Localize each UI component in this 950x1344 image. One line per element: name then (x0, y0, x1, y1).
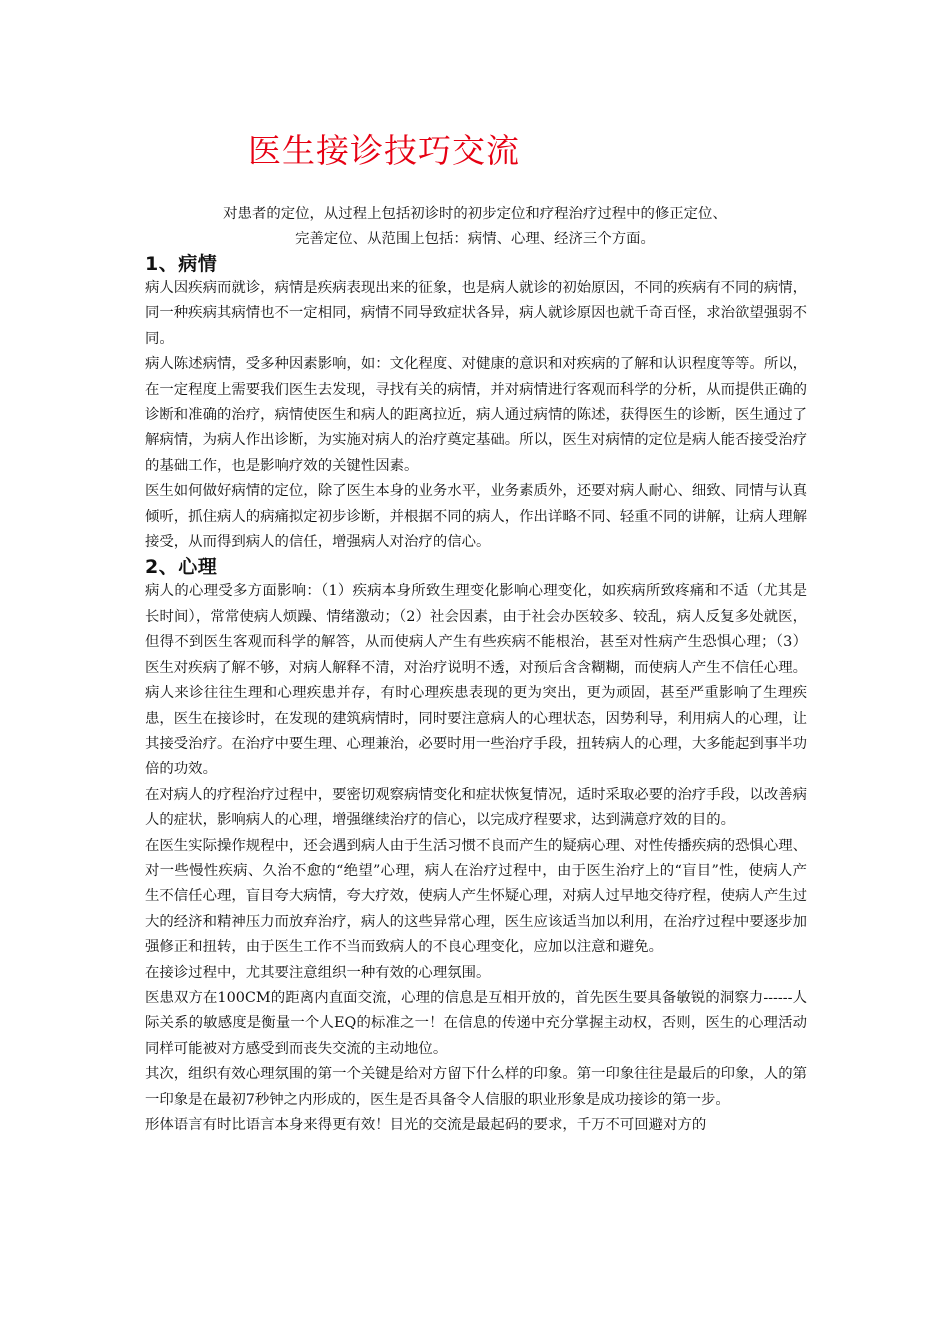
paragraph: 医患双方在100CM的距离内直面交流，心理的信息是互相开放的，首先医生要具备敏锐的洞察力------人际关系的敏感度是衡量一个人EQ的标准之一！在信息的传递中充分掌握主动权，否则，医生的心理活动同样可能被对方感受到而丧失交流的主动地位。 (145, 989, 807, 1057)
document-body (145, 252, 807, 1138)
paragraph: 医生如何做好病情的定位，除了医生本身的业务水平，业务素质外，还要对病人耐心、细致、同情与认真倾听，抓住病人的病痛拟定初步诊断，并根据不同的病人，作出详略不同、轻重不同的讲解，让病人理解接受，从而得到病人的信任，增强病人对治疗的信心。 (145, 483, 807, 551)
paragraph: 其次，组织有效心理氛围的第一个关键是给对方留下什么样的印象。第一印象往往是最后的印象，人的第一印象是在最初7秒钟之内形成的，医生是否具备令人信服的职业形象是成功接诊的第一步。 (145, 1066, 807, 1108)
section-heading-condition: 1、病情 (145, 253, 218, 275)
paragraph: 病人来诊往往生理和心理疾患并存，有时心理疾患表现的更为突出，更为顽固，甚至严重影响了生理疾患，医生在接诊时，在发现的建筑病情时，同时要注意病人的心理状态，因势利导，利用病人的心理，让其接受治疗。在治疗中要生理、心理兼治，必要时用一些治疗手段，扭转病人的心理，大多能起到事半功倍的功效。 (145, 685, 807, 778)
paragraph: 病人的心理受多方面影响：（1）疾病本身所致生理变化影响心理变化，如疾病所致疼痛和不适（尤其是长时间），常常使病人烦躁、情绪激动；（2）社会因素，由于社会办医较多、较乱，病人反复多处就医，但得不到医生客观而科学的解答，从而使病人产生有些疾病不能根治，甚至对性病产生恐惧心理；（3）医生对疾病了解不够，对病人解释不清，对治疗说明不透，对预后含含糊糊，而使病人产生不信任心理。 (145, 583, 807, 676)
paragraph: 在对病人的疗程治疗过程中，要密切观察病情变化和症状恢复情况，适时采取必要的治疗手段，以改善病人的症状，影响病人的心理，增强继续治疗的信心，以完成疗程要求，达到满意疗效的目的。 (145, 786, 807, 829)
paragraph: 病人因疾病而就诊，病情是疾病表现出来的征象，也是病人就诊的初始原因，不同的疾病有不同的病情，同一种疾病其病情也不一定相同，病情不同导致症状各异，病人就诊原因也就千奇百怪，求治欲望强弱不同。 (145, 280, 807, 347)
paragraph: 在接诊过程中，尤其要注意组织一种有效的心理氛围。 (145, 964, 491, 981)
paragraph: 在医生实际操作规程中，还会遇到病人由于生活习惯不良而产生的疑病心理、对性传播疾病的恐惧心理、对一些慢性疾病、久治不愈的“绝望”心理，病人在治疗过程中，由于医生治疗上的“盲目”性，使病人产生不信任心理，盲目夸大病情，夸大疗效，使病人产生怀疑心理，对病人过早地交待疗程，使病人产生过大的经济和精神压力而放弃治疗，病人的这些异常心理，医生应该适当加以利用，在治疗过程中要逐步加强修正和扭转，由于医生工作不当而致病人的不良心理变化，应加以注意和避免。 (145, 837, 807, 956)
document-title: 医生接诊技巧交流 (248, 131, 520, 170)
section-heading-psychology: 2、心理 (145, 556, 218, 579)
intro-line: 完善定位、从范围上包括：病情、心理、经济三个方面。 (295, 231, 655, 247)
paragraph: 病人陈述病情，受多种因素影响，如：文化程度、对健康的意识和对疾病的了解和认识程度等等。所以，在一定程度上需要我们医生去发现，寻找有关的病情，并对病情进行客观而科学的分析，从而提供正确的诊断和准确的治疗，病情使医生和病人的距离拉近，病人通过病情的陈述，获得医生的诊断，医生通过了解病情，为病人作出诊断，为实施对病人的治疗奠定基础。所以，医生对病情的定位是病人能否接受治疗的基础工作，也是影响疗效的关键性因素。 (145, 356, 807, 474)
intro-line: 对患者的定位，从过程上包括初诊时的初步定位和疗程治疗过程中的修正定位、 (223, 206, 727, 222)
paragraph: 形体语言有时比语言本身来得更有效！目光的交流是最起码的要求，千万不可回避对方的 (145, 1117, 707, 1133)
intro-block (145, 202, 805, 252)
